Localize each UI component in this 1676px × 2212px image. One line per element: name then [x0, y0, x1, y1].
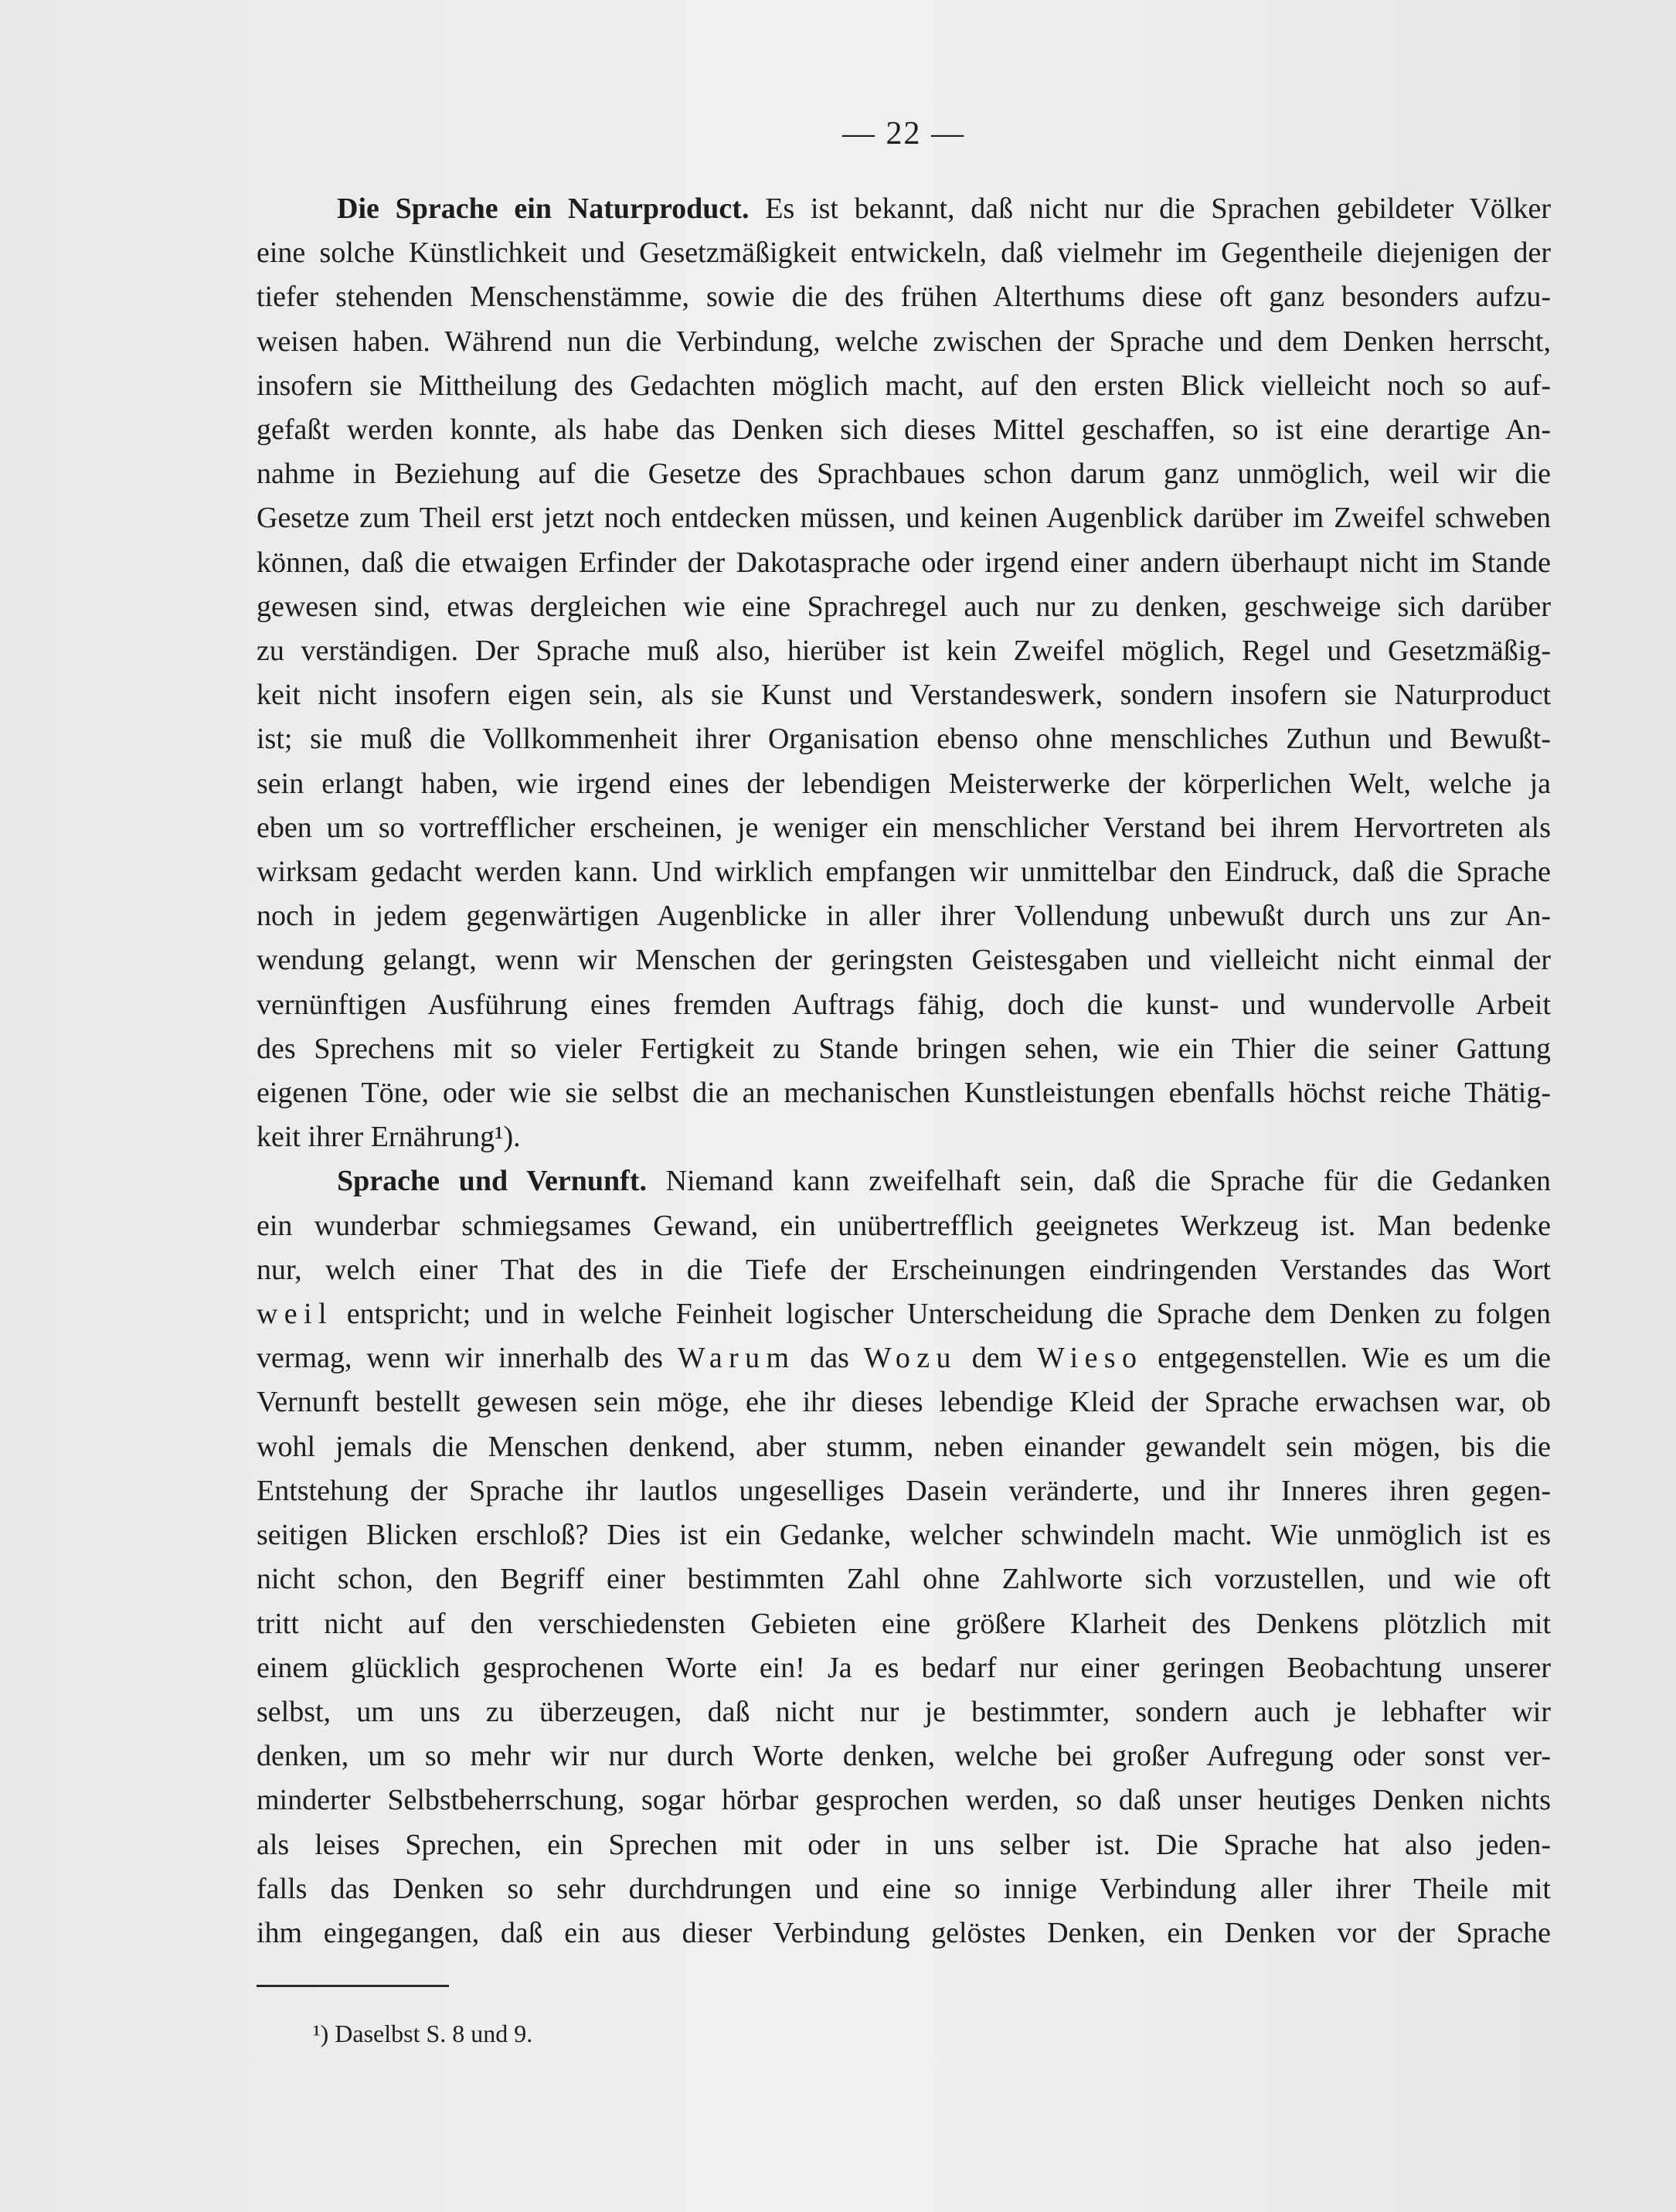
- line-text: Es ist bekannt, daß nicht nur die Sprachen gebildeter Völker: [765, 192, 1552, 225]
- spaced-emphasis: Warum: [677, 1342, 796, 1375]
- section-heading: Die Sprache ein Naturproduct.: [337, 192, 750, 225]
- text-line: [257, 1159, 1551, 1203]
- page-number: — 22 —: [842, 116, 965, 151]
- text-line: können, daß die etwaigen Erfinder der Dakotasprache oder irgend einer andern überhaupt nicht im Stande: [257, 546, 1551, 579]
- text-line: gewesen sind, etwas dergleichen wie eine Sprachregel auch nur zu denken, geschweige sich darüber: [257, 590, 1551, 623]
- body-text: [257, 187, 1551, 1955]
- text-line: noch in jedem gegenwärtigen Augenblicke in aller ihrer Vollendung unbewußt durch uns zur An-: [257, 900, 1551, 933]
- spaced-emphasis: Wozu: [863, 1342, 957, 1375]
- text-line: wohl jemals die Menschen denkend, aber stumm, neben einander gewandelt sein mögen, bis die: [257, 1430, 1551, 1463]
- text-line: keit ihrer Ernährung¹).: [257, 1121, 521, 1154]
- text-line: Vernunft bestellt gewesen sein möge, ehe ihr dieses lebendige Kleid der Sprache erwachsen war, ob: [257, 1386, 1551, 1419]
- line-text: das: [810, 1342, 849, 1375]
- text-line: einem glücklich gesprochenen Worte ein! Ja es bedarf nur einer geringen Beobachtung unserer: [257, 1651, 1551, 1684]
- text-line: denken, um so mehr wir nur durch Worte denken, welche bei großer Aufregung oder sonst ver-: [257, 1740, 1551, 1773]
- footnote-divider: [257, 1985, 449, 1987]
- footnote: ¹) Daselbst S. 8 und 9.: [313, 2020, 533, 2047]
- paragraph-naturproduct: [257, 187, 1551, 1159]
- text-line: vernünftigen Ausführung eines fremden Auftrags fähig, doch die kunst- und wundervolle Arbeit: [257, 988, 1551, 1021]
- text-line: keit nicht insofern eigen sein, als sie Kunst und Verstandeswerk, sondern insofern sie Naturproduct: [257, 679, 1551, 712]
- text-line: eben um so vortrefflicher erscheinen, je weniger ein menschlicher Verstand bei ihrem Hervortreten als: [257, 811, 1551, 844]
- text-line: tritt nicht auf den verschiedensten Gebieten eine größere Klarheit des Denkens plötzlich mit: [257, 1607, 1551, 1640]
- line-text: vermag, wenn wir innerhalb des: [257, 1342, 663, 1375]
- section-heading: Sprache und Vernunft.: [337, 1165, 647, 1198]
- text-line: [257, 187, 1551, 231]
- text-line: selbst, um uns zu überzeugen, daß nicht nur je bestimmter, sondern auch je lebhafter wir: [257, 1695, 1551, 1728]
- text-line: ihm eingegangen, daß ein aus dieser Verbindung gelöstes Denken, ein Denken vor der Sprache: [257, 1916, 1551, 1949]
- text-line: falls das Denken so sehr durchdrungen und eine so innige Verbindung aller ihrer Theile mit: [257, 1872, 1551, 1905]
- text-line: eigenen Töne, oder wie sie selbst die an mechanischen Kunstleistungen ebenfalls höchst reiche Thätig-: [257, 1077, 1551, 1110]
- spaced-emphasis: Wieso: [1036, 1342, 1144, 1375]
- text-line: insofern sie Mittheilung des Gedachten möglich macht, auf den ersten Blick vielleicht noch so auf-: [257, 369, 1551, 402]
- text-line: ein wunderbar schmiegsames Gewand, ein unübertrefflich geeignetes Werkzeug ist. Man bedenke: [257, 1209, 1551, 1242]
- text-line: des Sprechens mit so vieler Fertigkeit zu Stande bringen sehen, wie ein Thier die seiner Gattung: [257, 1032, 1551, 1065]
- text-line: weisen haben. Während nun die Verbindung, welche zwischen der Sprache und dem Denken herrscht,: [257, 325, 1551, 358]
- line-text: entgegenstellen. Wie es um die: [1158, 1342, 1552, 1375]
- text-line: nahme in Beziehung auf die Gesetze des Sprachbaues schon darum ganz unmöglich, weil wir die: [257, 458, 1551, 491]
- paragraph-sprache-und-vernunft: [257, 1159, 1551, 1955]
- text-line: [257, 1336, 1551, 1380]
- text-line: Entstehung der Sprache ihr lautlos ungeselliges Dasein veränderte, und ihr Inneres ihren gegen-: [257, 1474, 1551, 1507]
- line-text: dem: [971, 1342, 1023, 1375]
- text-line: gefaßt werden konnte, als habe das Denken sich dieses Mittel geschaffen, so ist eine derartige An-: [257, 413, 1551, 447]
- text-line: nicht schon, den Begriff einer bestimmten Zahl ohne Zahlworte sich vorzustellen, und wie oft: [257, 1563, 1551, 1596]
- text-line: zu verständigen. Der Sprache muß also, hierüber ist kein Zweifel möglich, Regel und Gesetzmäßig-: [257, 635, 1551, 668]
- text-line: nur, welch einer That des in die Tiefe der Erscheinungen eindringenden Verstandes das Wort: [257, 1253, 1551, 1286]
- spaced-emphasis: weil: [257, 1298, 333, 1331]
- line-text: Niemand kann zweifelhaft sein, daß die Sprache für die Gedanken: [665, 1165, 1551, 1198]
- text-line: wirksam gedacht werden kann. Und wirklich empfangen wir unmittelbar den Eindruck, daß die Sprache: [257, 856, 1551, 889]
- text-line: wendung gelangt, wenn wir Menschen der geringsten Geistesgaben und vielleicht nicht einmal der: [257, 944, 1551, 977]
- text-line: seitigen Blicken erschloß? Dies ist ein Gedanke, welcher schwindeln macht. Wie unmöglich ist es: [257, 1519, 1551, 1552]
- text-line: [257, 1292, 1551, 1336]
- line-text: entspricht; und in welche Feinheit logischer Unterscheidung die Sprache dem Denken zu folgen: [346, 1298, 1552, 1331]
- text-line: tiefer stehenden Menschenstämme, sowie die des frühen Alterthums diese oft ganz besonders aufzu-: [257, 281, 1551, 314]
- text-line: minderter Selbstbeherrschung, sogar hörbar gesprochen werden, so daß unser heutiges Denken nichts: [257, 1784, 1551, 1817]
- text-line: Gesetze zum Theil erst jetzt noch entdecken müssen, und keinen Augenblick darüber im Zweifel schweben: [257, 502, 1551, 535]
- text-line: eine solche Künstlichkeit und Gesetzmäßigkeit entwickeln, daß vielmehr im Gegentheile diejenigen der: [257, 237, 1551, 270]
- text-line: ist; sie muß die Vollkommenheit ihrer Organisation ebenso ohne menschliches Zuthun und Bewußt-: [257, 723, 1551, 756]
- text-line: als leises Sprechen, ein Sprechen mit oder in uns selber ist. Die Sprache hat also jeden-: [257, 1828, 1551, 1861]
- text-line: sein erlangt haben, wie irgend eines der lebendigen Meisterwerke der körperlichen Welt, welche ja: [257, 767, 1551, 800]
